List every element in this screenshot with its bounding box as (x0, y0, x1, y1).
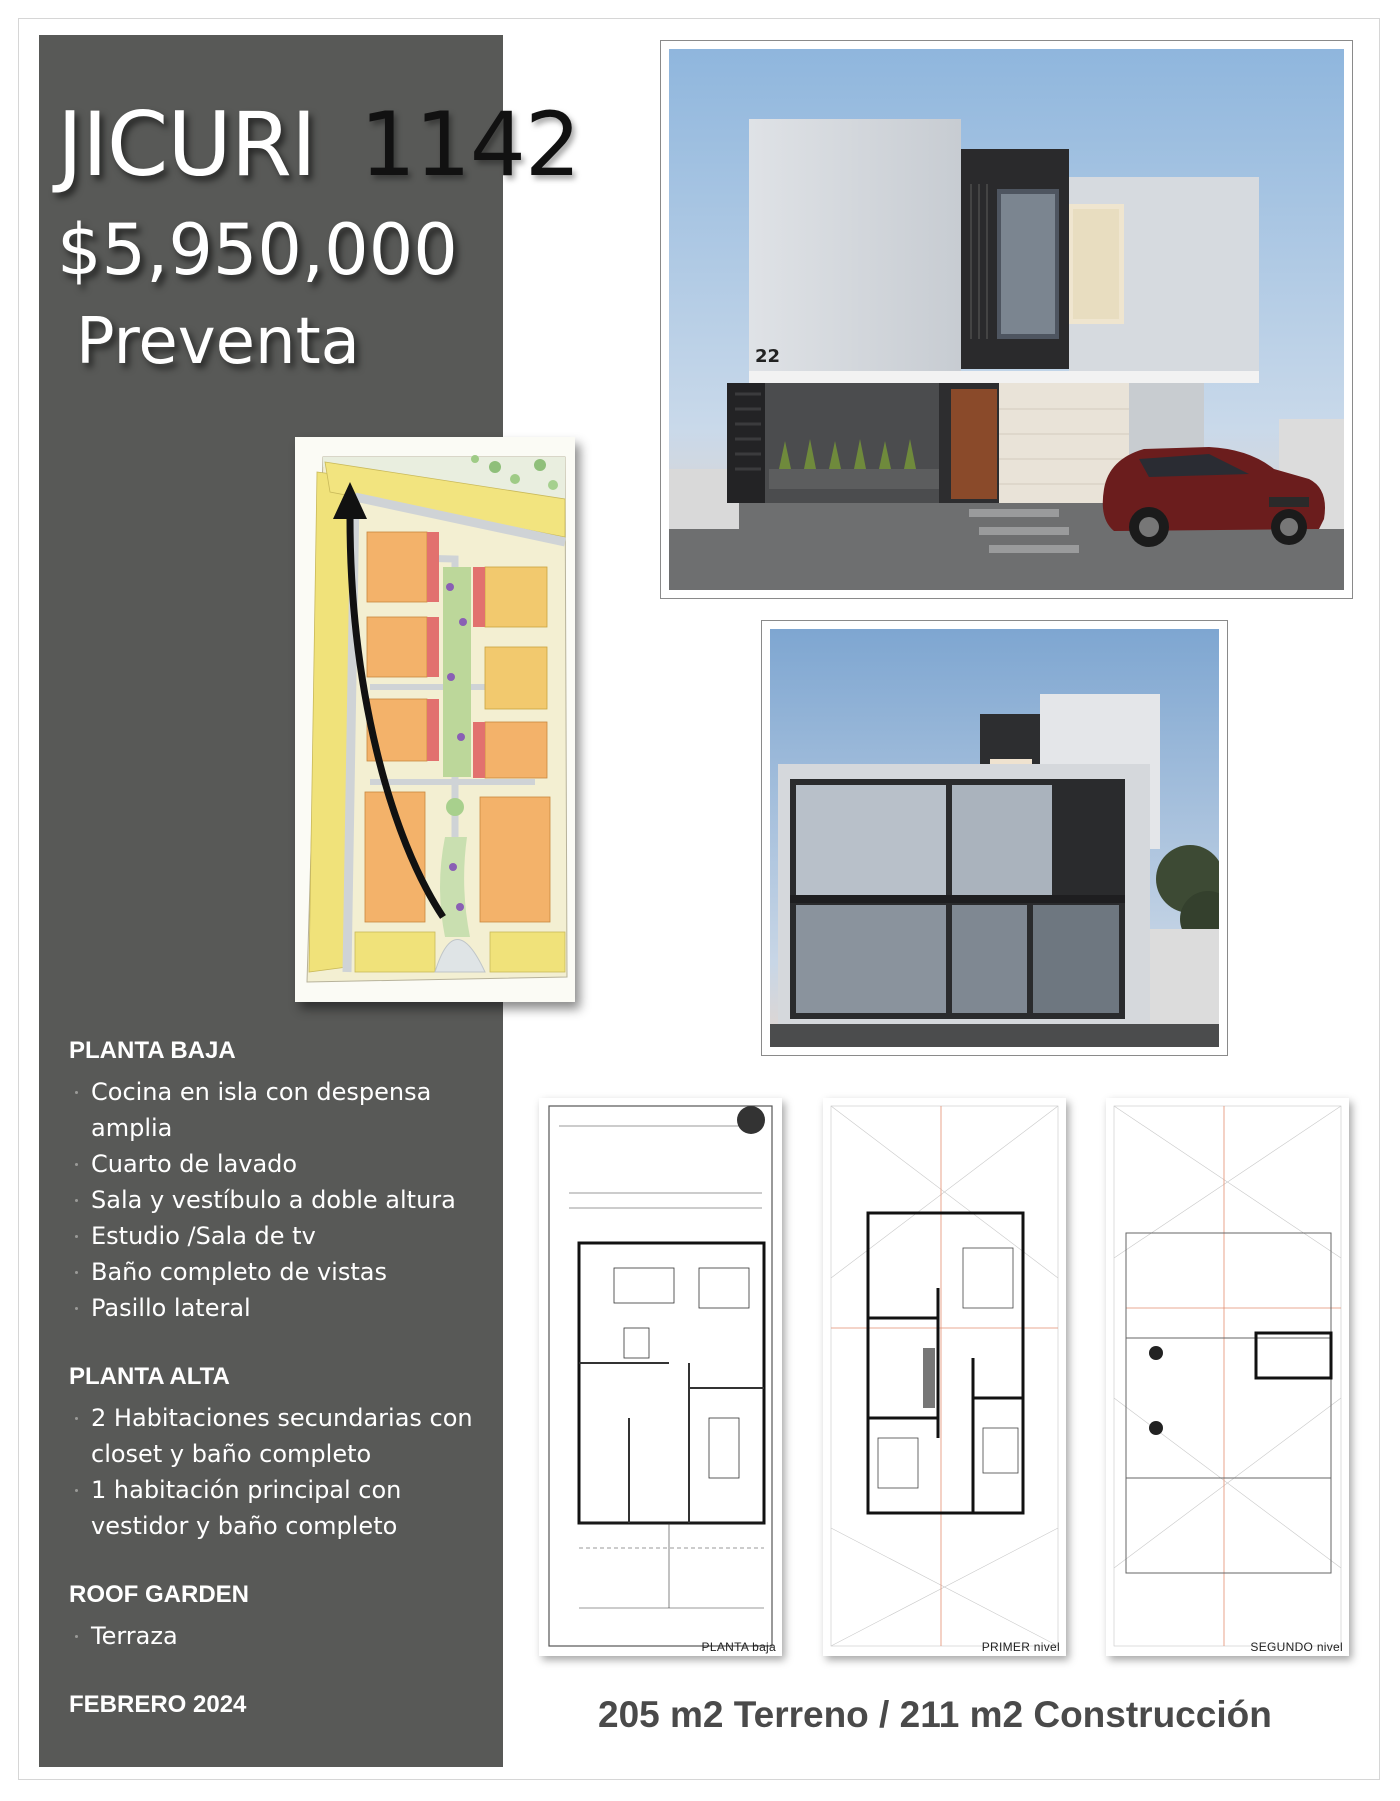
list-item: Sala y vestíbulo a doble altura (69, 1182, 499, 1218)
roof-garden-section (69, 1580, 499, 1654)
second-floor-plan (1106, 1098, 1349, 1656)
list-item: Cuarto de lavado (69, 1146, 499, 1182)
ground-floor-heading: PLANTA BAJA (69, 1037, 236, 1064)
ground-floor-section (69, 1036, 499, 1326)
floor-plan-label: PLANTA baja (701, 1640, 776, 1654)
list-item: 1 habitación principal con vestidor y baño completo (69, 1472, 499, 1544)
features-list (69, 1036, 499, 1720)
list-item: Terraza (69, 1618, 499, 1654)
list-item: 2 Habitaciones secundarias con closet y baño completo (69, 1400, 499, 1472)
area-summary: 205 m2 Terreno / 211 m2 Construcción (598, 1694, 1272, 1735)
list-item: Estudio /Sala de tv (69, 1218, 499, 1254)
publication-date: FEBRERO 2024 (69, 1691, 247, 1718)
list-item: Pasillo lateral (69, 1290, 499, 1326)
upper-floor-section (69, 1362, 499, 1544)
site-plan-image (295, 437, 575, 1002)
list-item: Cocina en isla con despensa amplia (69, 1074, 499, 1146)
floor-plan-label: PRIMER nivel (981, 1640, 1060, 1654)
first-floor-plan (823, 1098, 1066, 1656)
facade-render-image (660, 40, 1353, 599)
roof-garden-heading: ROOF GARDEN (69, 1581, 249, 1608)
upper-floor-heading: PLANTA ALTA (69, 1363, 230, 1390)
house-number: 22 (755, 346, 781, 367)
list-item: Baño completo de vistas (69, 1254, 499, 1290)
listing-name: JICURI (57, 93, 316, 196)
listing-title (57, 95, 580, 195)
listing-number: 1142 (359, 93, 580, 196)
listing-price: $5,950,000 (57, 209, 458, 291)
floor-plan-label: SEGUNDO nivel (1250, 1640, 1343, 1654)
listing-status: Preventa (76, 305, 360, 379)
ground-floor-plan (539, 1098, 782, 1656)
rear-facade-render-image (761, 620, 1228, 1056)
